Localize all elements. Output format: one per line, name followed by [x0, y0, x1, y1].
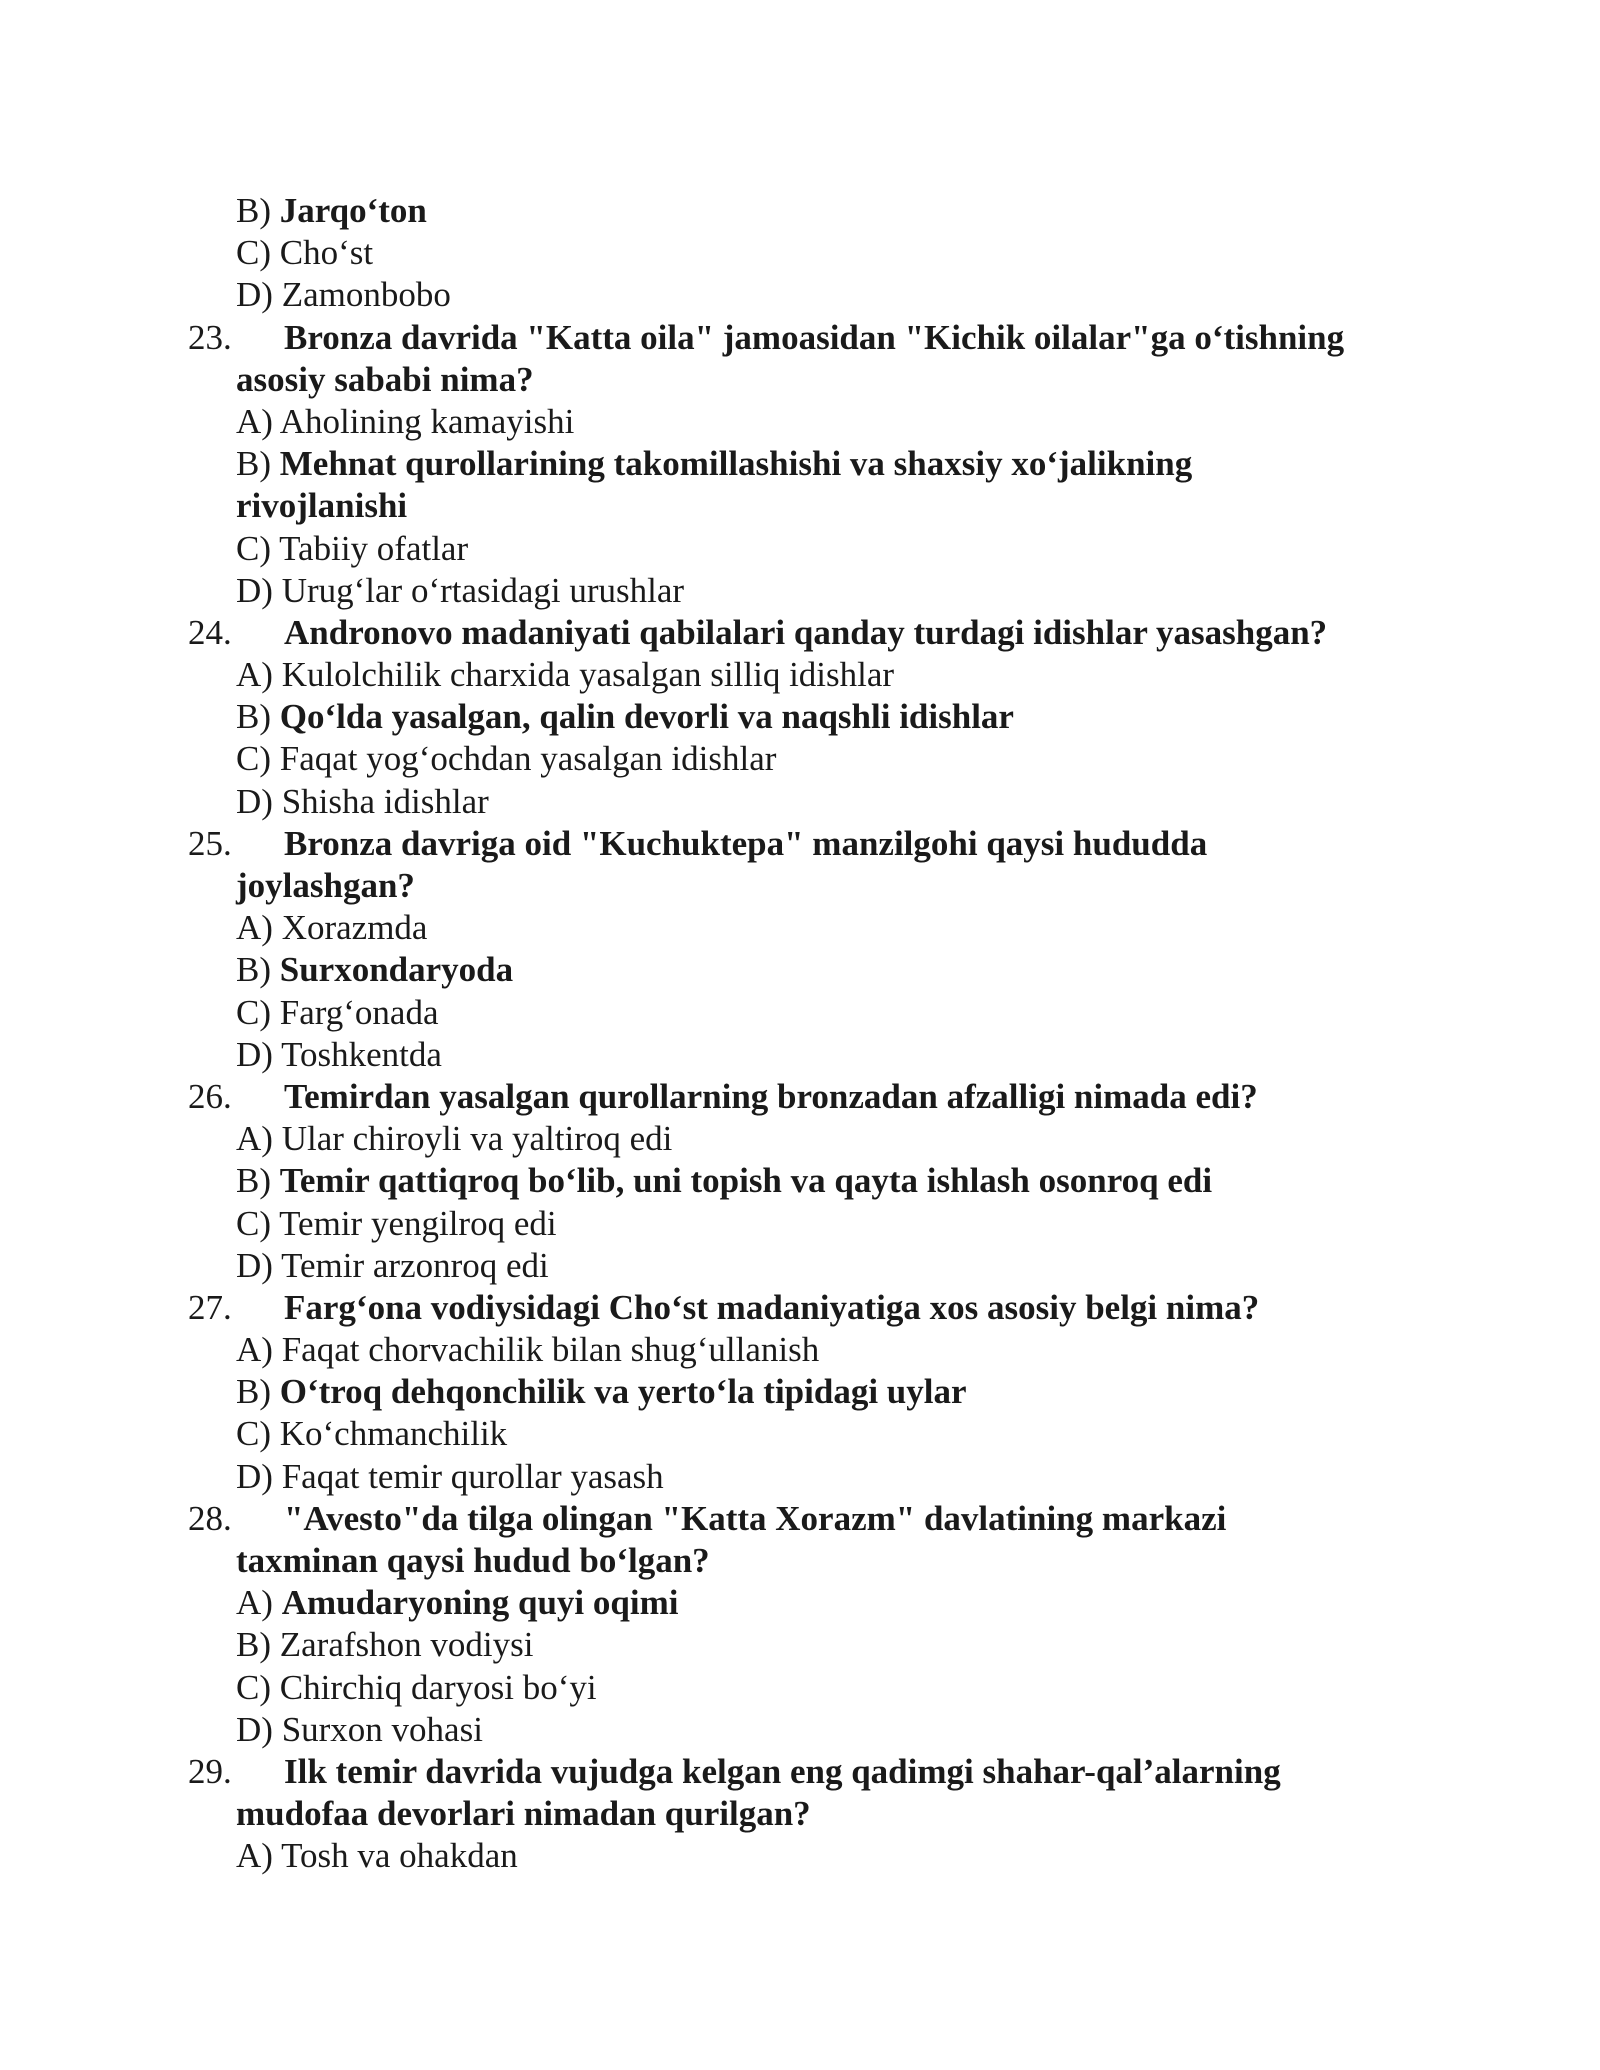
question-text: Temirdan yasalgan qurollarning bronzadan afzalligi nimada edi? — [284, 1076, 1258, 1116]
continuation-text: joylashgan? — [236, 866, 415, 905]
option-text: Ular chiroyli va yaltiroq edi — [281, 1119, 673, 1159]
question-number: 29. — [188, 1751, 232, 1791]
option-label: B) — [236, 191, 280, 230]
option-label: A) — [236, 1119, 282, 1159]
option-label: B) — [236, 1372, 280, 1412]
option-label: D) — [236, 570, 282, 610]
question-text: Bronza davriga oid "Kuchuktepa" manzilgohi qaysi hududda — [284, 823, 1208, 863]
option-label: A) — [236, 401, 280, 441]
question-number: 26. — [188, 1076, 232, 1116]
answer-option — [0, 443, 1600, 485]
continuation-line — [0, 865, 1600, 907]
question-text: Farg‘ona vodiysidagi Cho‘st madaniyatiga xos asosiy belgi nima? — [284, 1287, 1260, 1327]
answer-option — [0, 1245, 1600, 1287]
option-text: Shisha idishlar — [281, 781, 489, 821]
answer-option — [0, 190, 1600, 232]
answer-option — [0, 1709, 1600, 1751]
option-label: D) — [236, 1034, 282, 1074]
answer-option — [0, 1203, 1600, 1245]
continuation-text: asosiy sababi nima? — [236, 359, 534, 399]
option-text: Temir yengilroq edi — [279, 1203, 557, 1243]
option-label: C) — [236, 1203, 280, 1243]
option-label: A) — [236, 908, 282, 948]
question-line — [0, 1076, 1600, 1118]
continuation-line — [0, 359, 1600, 401]
option-label: C) — [236, 1414, 280, 1454]
correct-option-text: Temir qattiqroq bo‘lib, uni topish va qayta ishlash osonroq edi — [279, 1161, 1213, 1201]
question-number: 23. — [188, 317, 232, 357]
option-text: Zamonbobo — [281, 275, 451, 315]
answer-option — [0, 1118, 1600, 1160]
option-label: B) — [236, 950, 280, 990]
option-text: Farg‘onada — [279, 992, 439, 1032]
option-text: Urug‘lar o‘rtasidagi urushlar — [281, 570, 685, 610]
option-label: D) — [236, 1709, 282, 1749]
option-label: B) — [236, 1625, 280, 1665]
option-label: C) — [236, 992, 280, 1032]
question-number: 28. — [188, 1498, 232, 1538]
option-label: C) — [236, 739, 280, 779]
option-text: Faqat chorvachilik bilan shug‘ullanish — [281, 1330, 820, 1370]
question-line — [0, 317, 1600, 359]
question-line — [0, 823, 1600, 865]
answer-option — [0, 1835, 1600, 1877]
option-label: A) — [236, 1583, 282, 1623]
correct-option-text: Qo‘lda yasalgan, qalin devorli va naqshli idishlar — [279, 697, 1014, 737]
question-text: Andronovo madaniyati qabilalari qanday turdagi idishlar yasashgan? — [284, 612, 1328, 652]
correct-option-text: Surxondaryoda — [279, 950, 514, 990]
answer-option — [0, 1371, 1600, 1413]
option-label: B) — [236, 1161, 280, 1201]
answer-option — [0, 528, 1600, 570]
option-text: Toshkentda — [281, 1034, 442, 1074]
answer-option — [0, 654, 1600, 696]
question-text: "Avesto"da tilga olingan "Katta Xorazm" davlatining markazi — [284, 1498, 1227, 1538]
option-text: Faqat yog‘ochdan yasalgan idishlar — [279, 739, 777, 779]
answer-option — [0, 401, 1600, 443]
question-text: Ilk temir davrida vujudga kelgan eng qadimgi shahar-qal’alarning — [284, 1751, 1281, 1791]
answer-option — [0, 1624, 1600, 1666]
question-line — [0, 1287, 1600, 1329]
answer-option — [0, 570, 1600, 612]
option-text: Faqat temir qurollar yasash — [281, 1456, 664, 1496]
continuation-line — [0, 1540, 1600, 1582]
document-body — [0, 190, 1600, 1878]
answer-option — [0, 907, 1600, 949]
question-line — [0, 612, 1600, 654]
continuation-line — [0, 1793, 1600, 1835]
continuation-line — [0, 485, 1600, 527]
option-label: D) — [236, 781, 282, 821]
answer-option — [0, 738, 1600, 780]
question-number: 27. — [188, 1287, 232, 1327]
option-label: C) — [236, 233, 280, 273]
continuation-text: rivojlanishi — [236, 486, 408, 526]
option-label: B) — [236, 697, 280, 737]
correct-option-text: O‘troq dehqonchilik va yerto‘la tipidagi uylar — [279, 1372, 967, 1412]
option-text: Zarafshon vodiysi — [279, 1625, 534, 1665]
option-text: Surxon vohasi — [281, 1709, 483, 1749]
option-text: Cho‘st — [279, 233, 374, 273]
option-label: A) — [236, 1836, 282, 1876]
continuation-text: mudofaa devorlari nimadan qurilgan? — [236, 1794, 811, 1834]
option-text: Aholining kamayishi — [279, 401, 575, 441]
option-text: Xorazmda — [281, 908, 428, 948]
option-text: Temir arzonroq edi — [281, 1245, 549, 1285]
answer-option — [0, 1582, 1600, 1624]
correct-option-text: Jarqo‘ton — [279, 191, 427, 230]
correct-option-text: Mehnat qurollarining takomillashishi va shaxsiy xo‘jalikning — [279, 444, 1193, 484]
answer-option — [0, 1667, 1600, 1709]
answer-option — [0, 1034, 1600, 1076]
question-line — [0, 1498, 1600, 1540]
continuation-text: taxminan qaysi hudud bo‘lgan? — [236, 1541, 710, 1580]
answer-option — [0, 781, 1600, 823]
answer-option — [0, 992, 1600, 1034]
answer-option — [0, 1413, 1600, 1455]
option-label: A) — [236, 655, 282, 695]
option-label: C) — [236, 528, 280, 568]
option-text: Chirchiq daryosi bo‘yi — [279, 1667, 597, 1707]
option-label: D) — [236, 1245, 282, 1285]
question-number: 24. — [188, 612, 232, 652]
question-line — [0, 1751, 1600, 1793]
answer-option — [0, 1456, 1600, 1498]
option-label: D) — [236, 1456, 282, 1496]
question-text: Bronza davrida "Katta oila" jamoasidan "Kichik oilalar"ga o‘tishning — [284, 317, 1345, 357]
option-label: A) — [236, 1330, 282, 1370]
option-text: Tosh va ohakdan — [281, 1836, 518, 1876]
answer-option — [0, 274, 1600, 316]
answer-option — [0, 949, 1600, 991]
option-text: Tabiiy ofatlar — [279, 528, 469, 568]
option-text: Ko‘chmanchilik — [279, 1414, 508, 1454]
answer-option — [0, 232, 1600, 274]
correct-option-text: Amudaryoning quyi oqimi — [281, 1583, 679, 1623]
answer-option — [0, 1329, 1600, 1371]
option-text: Kulolchilik charxida yasalgan silliq idishlar — [281, 655, 895, 695]
option-label: D) — [236, 275, 282, 315]
question-number: 25. — [188, 823, 232, 863]
option-label: C) — [236, 1667, 280, 1707]
option-label: B) — [236, 444, 280, 484]
answer-option — [0, 1160, 1600, 1202]
answer-option — [0, 696, 1600, 738]
